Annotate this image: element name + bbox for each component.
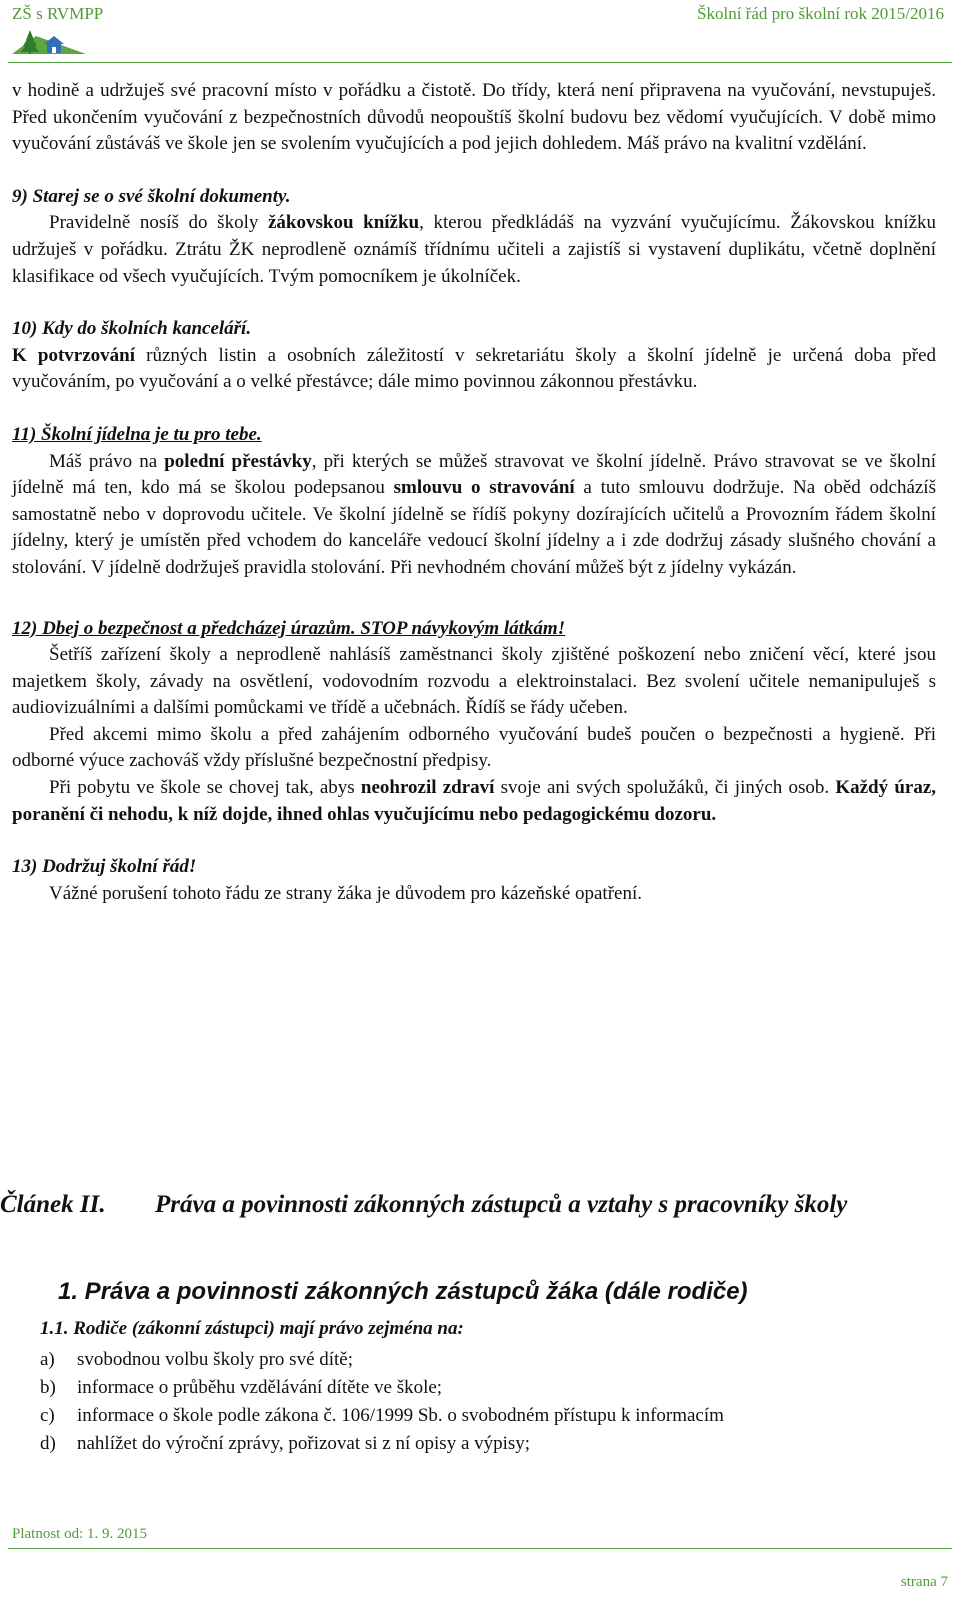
section-10-text (12, 343, 936, 396)
section-1-title: 1. Práva a povinnosti zákonných zástupců žáka (dále rodiče) (58, 1278, 748, 1305)
page-header (0, 0, 960, 80)
section-9-bold: žákovskou knížku (267, 212, 420, 234)
section-13-heading: 13) Dodržuj školní řád! (12, 856, 197, 878)
section-9-text-part: Pravidelně nosíš do školy (49, 212, 268, 234)
list-item-text: svobodnou volbu školy pro své dítě; (77, 1349, 354, 1370)
section-12-paragraph-1: Šetříš zařízení školy a neprodleně nahlásíš zaměstnanci školy zjištěné poškození nebo zničení věcí, které jsou majetkem školy, závady na osvětlení, vodovodním rozvodu a elektroinstalaci. Bez svolení učitele nemanipuluješ s audiovizuálními a dalšími pomůckami ve třídě a učebnách. Řídíš se řády učeben. (12, 644, 936, 719)
validity-date: Platnost od: 1. 9. 2015 (12, 1526, 148, 1542)
school-name: ZŠ s RVMPP (12, 4, 104, 23)
list-item-text: nahlížet do výroční zprávy, pořizovat si z ní opisy a výpisy; (77, 1433, 531, 1454)
list-item (40, 1374, 724, 1402)
article-title: Práva a povinnosti zákonných zástupců a vztahy s pracovníky školy (155, 1191, 848, 1218)
section-11-text-part: a tuto smlouvu dodržuje. Na oběd odcházíš samostatně nebo v doprovodu učitele. Ve školní jídelně se řídíš pokyny dozírajících učitelů a Provozním řádem školní jídelny, který je umístěn před vchodem do kanceláře vedoucí školní jídelny a i zde dodržuj zásady slušného chování a stolování. V jídelně dodržuješ pravidla stolování. Při nevhodném chování můžeš být z jídelny vykázán. (12, 477, 936, 578)
list-item (40, 1346, 724, 1374)
section-13-text: Vážné porušení tohoto řádu ze strany žáka je důvodem pro kázeňské opatření. (49, 882, 642, 904)
list-item-letter: a) (40, 1349, 55, 1370)
list-item (40, 1402, 724, 1430)
school-logo-icon (10, 22, 88, 61)
section-12-bold: neohrozil zdraví (360, 777, 495, 799)
section-12-text-part: svoje ani svých spolužáků, či jiných osob. (494, 777, 836, 799)
section-9-heading: 9) Starej se o své školní dokumenty. (12, 185, 291, 207)
list-item (40, 1430, 724, 1458)
section-9-text (12, 210, 936, 290)
section-11-heading: 11) Školní jídelna je tu pro tebe. (12, 423, 262, 445)
subsection-1-1-title: 1.1. Rodiče (zákonní zástupci) mají právo zejména na: (40, 1318, 464, 1339)
section-10-heading: 10) Kdy do školních kanceláří. (12, 318, 252, 340)
section-11-text (12, 449, 936, 582)
intro-paragraph: v hodině a udržuješ své pracovní místo v pořádku a čistotě. Do třídy, která není připravena na vyučování, nevstupuješ. Před ukončením vyučování z bezpečnostních důvodů neopouštíš školní budovu bez vědomí vyučujících. V době mimo vyučování zůstáváš ve škole jen se svolením vyučujících a pod jejich dohledem. Máš právo na kvalitní vzdělání. (12, 80, 936, 155)
section-10-text-part: různých listin a osobních záležitostí v sekretariátu školy a školní jídelně je určená doba před vyučováním, po vyučování a o velké přestávce; dále mimo povinnou zákonnou přestávku. (12, 344, 937, 393)
section-11-bold: polední přestávky (164, 450, 312, 472)
section-11-text-part: Máš právo na (49, 450, 165, 472)
section-10-bold: K potvrzování (12, 344, 136, 366)
article-label: Článek II. (0, 1191, 106, 1218)
list-item-letter: d) (40, 1433, 56, 1454)
section-11-bold: smlouvu o stravování (393, 477, 575, 499)
list-item-letter: b) (40, 1377, 56, 1398)
page-number: strana 7 (900, 1574, 948, 1590)
section-12-text-part: Při pobytu ve škole se chovej tak, abys (49, 777, 361, 799)
section-9-text-part: , kterou předkládáš na vyzvání vyučujícímu. Žákovskou knížku udržuješ v pořádku. Ztrátu ŽK neprodleně oznámíš třídnímu učiteli a zajistíš si vystavení duplikátu, včetně doplnění klasifikace od všech vyučujících. Tvým pomocníkem je úkolníček. (12, 212, 937, 287)
footer-divider (8, 1548, 952, 1549)
document-title: Školní řád pro školní rok 2015/2016 (697, 4, 944, 23)
header-divider (8, 62, 952, 63)
section-12-paragraph-3 (12, 775, 936, 828)
page-body (12, 78, 936, 907)
list-item-text: informace o škole podle zákona č. 106/1999 Sb. o svobodném přístupu k informacím (77, 1405, 724, 1426)
list-item-text: informace o průběhu vzdělávání dítěte ve škole; (77, 1377, 443, 1398)
rights-list (40, 1346, 724, 1458)
section-11-text-part: , při kterých se můžeš stravovat ve školní jídelně. Právo stravovat se ve školní jídelně má ten, kdo má se školou podepsanou (12, 450, 936, 499)
section-12-bold: Každý úraz, poranění či nehodu, k níž dojde, ihned ohlas vyučujícímu nebo pedagogickému dozoru. (12, 777, 937, 825)
section-12-paragraph-2: Před akcemi mimo školu a před zahájením odborného vyučování budeš poučen o bezpečnosti a hygieně. Při odborné výuce zachováš vždy příslušné bezpečnostní předpisy. (12, 723, 936, 772)
section-12-heading: 12) Dbej o bezpečnost a předcházej úrazům. STOP návykovým látkám! (12, 617, 566, 639)
list-item-letter: c) (40, 1405, 55, 1426)
